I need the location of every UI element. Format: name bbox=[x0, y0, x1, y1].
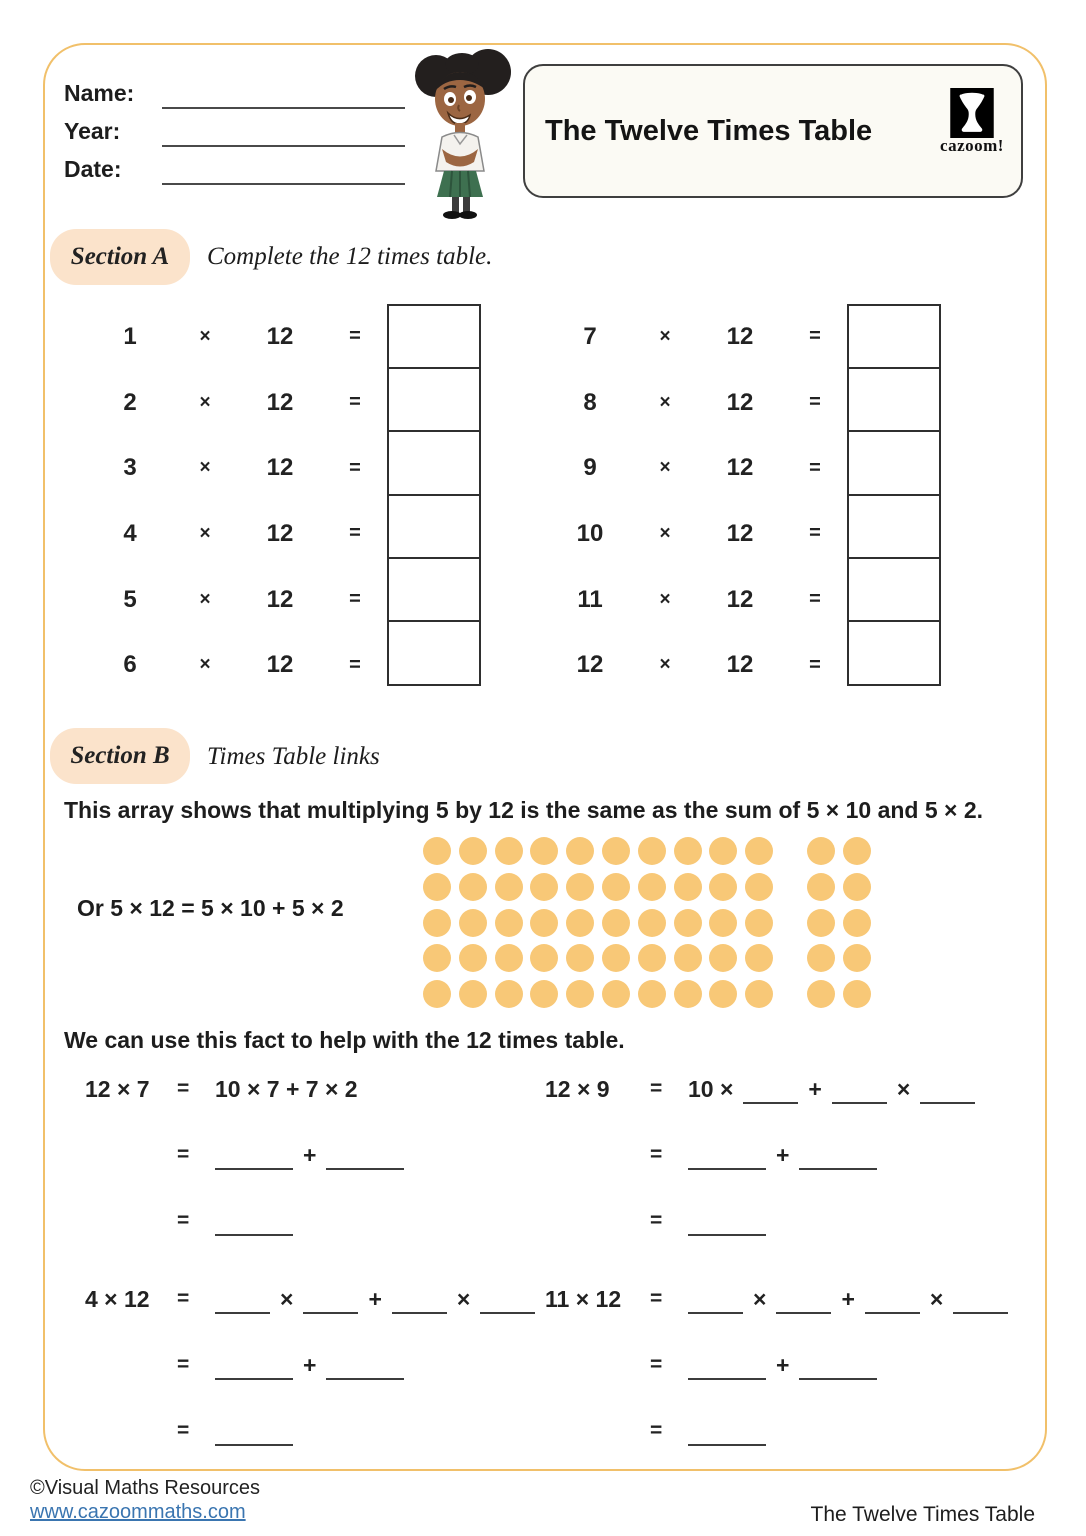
multiplier: 12 bbox=[266, 322, 294, 350]
array-dot bbox=[495, 980, 523, 1008]
equation-text: × bbox=[280, 1285, 294, 1312]
array-dot bbox=[566, 873, 594, 901]
array-dot bbox=[423, 837, 451, 865]
array-dot bbox=[495, 944, 523, 972]
equation-content bbox=[215, 1286, 535, 1313]
equals-symbol: = bbox=[349, 588, 361, 611]
equation-row bbox=[545, 1332, 1015, 1398]
times-symbol: × bbox=[199, 588, 211, 610]
dot-array-main bbox=[423, 837, 781, 1016]
array-dot bbox=[709, 944, 737, 972]
multiplier: 12 bbox=[726, 519, 754, 547]
date-label: Date: bbox=[64, 156, 122, 182]
array-dot bbox=[459, 944, 487, 972]
equation-row bbox=[545, 1266, 1015, 1332]
equation-row bbox=[545, 1398, 1015, 1464]
array-dot bbox=[566, 980, 594, 1008]
times-symbol: × bbox=[199, 391, 211, 413]
date-field-row bbox=[64, 147, 405, 185]
array-dot bbox=[602, 909, 630, 937]
multiplicand: 10 bbox=[576, 519, 604, 547]
equals-symbol: = bbox=[809, 391, 821, 414]
equals-symbol: = bbox=[809, 653, 821, 676]
array-dot bbox=[709, 980, 737, 1008]
equation-text: + bbox=[368, 1285, 382, 1312]
equals-symbol: = bbox=[177, 1143, 190, 1166]
multiplicand: 9 bbox=[583, 454, 597, 482]
array-dot bbox=[530, 944, 558, 972]
section-a-tab bbox=[50, 229, 190, 285]
array-dot bbox=[638, 944, 666, 972]
times-symbol: × bbox=[199, 325, 211, 347]
multiplier: 12 bbox=[266, 454, 294, 482]
equals-symbol: = bbox=[809, 325, 821, 348]
multiplier: 12 bbox=[266, 519, 294, 547]
array-dot bbox=[638, 980, 666, 1008]
answer-box-column bbox=[847, 304, 941, 686]
equation-text: + bbox=[808, 1075, 822, 1102]
array-intro-text: This array shows that multiplying 5 by 12 is the same as the sum of 5 × 10 and 5 × 2. bbox=[64, 797, 984, 823]
equals-symbol: = bbox=[177, 1209, 190, 1232]
times-table-row bbox=[85, 632, 385, 698]
array-dot bbox=[423, 909, 451, 937]
equation-text: + bbox=[776, 1351, 790, 1378]
array-dot bbox=[807, 980, 835, 1008]
answer-box[interactable] bbox=[387, 557, 481, 623]
array-dot bbox=[602, 944, 630, 972]
answer-blank[interactable] bbox=[743, 1092, 798, 1104]
array-dot bbox=[807, 944, 835, 972]
multiplier: 12 bbox=[266, 388, 294, 416]
array-dot bbox=[745, 944, 773, 972]
cazoom-logo bbox=[933, 88, 1011, 156]
array-dot bbox=[423, 873, 451, 901]
footer-worksheet-title: The Twelve Times Table bbox=[810, 1503, 1035, 1526]
equation-content bbox=[688, 1286, 1008, 1313]
array-dot bbox=[566, 837, 594, 865]
answer-box[interactable] bbox=[387, 430, 481, 496]
equation-content bbox=[688, 1352, 877, 1379]
array-dot bbox=[674, 944, 702, 972]
answer-box[interactable] bbox=[387, 367, 481, 433]
array-dot bbox=[602, 980, 630, 1008]
array-dot bbox=[530, 909, 558, 937]
answer-box-column bbox=[387, 304, 481, 686]
array-dot bbox=[807, 837, 835, 865]
times-table-row bbox=[85, 304, 385, 370]
multiplicand: 3 bbox=[123, 454, 137, 482]
array-dot bbox=[843, 980, 871, 1008]
times-table-row bbox=[85, 370, 385, 436]
array-dot bbox=[459, 873, 487, 901]
array-dot bbox=[423, 980, 451, 1008]
equation-lhs: 12 × 7 bbox=[85, 1075, 150, 1102]
array-dot bbox=[495, 873, 523, 901]
dot-array-extra bbox=[807, 837, 879, 1016]
answer-blank[interactable] bbox=[688, 1434, 766, 1446]
multiplier: 12 bbox=[726, 585, 754, 613]
multiplier: 12 bbox=[726, 454, 754, 482]
section-a-instruction: Complete the 12 times table. bbox=[207, 243, 493, 270]
name-label: Name: bbox=[64, 80, 135, 106]
equation-text: × bbox=[929, 1285, 944, 1312]
year-field-row bbox=[64, 109, 405, 147]
array-dot bbox=[674, 980, 702, 1008]
equation-text: + bbox=[303, 1141, 317, 1168]
multiplicand: 7 bbox=[583, 322, 597, 350]
equals-symbol: = bbox=[650, 1077, 663, 1100]
array-dot bbox=[843, 873, 871, 901]
section-a-label: Section A bbox=[70, 243, 170, 270]
equation-text: + bbox=[776, 1141, 790, 1168]
answer-blank[interactable] bbox=[326, 1368, 404, 1380]
equation-content bbox=[215, 1352, 404, 1379]
times-table-column-left bbox=[85, 304, 485, 698]
equation-content bbox=[688, 1142, 877, 1169]
equals-symbol: = bbox=[349, 456, 361, 479]
answer-box[interactable] bbox=[387, 304, 481, 370]
answer-blank[interactable] bbox=[688, 1302, 743, 1314]
array-dot bbox=[745, 980, 773, 1008]
answer-blank[interactable] bbox=[688, 1224, 766, 1236]
times-table-row bbox=[545, 304, 845, 370]
answer-blank[interactable] bbox=[392, 1302, 447, 1314]
array-dot bbox=[638, 909, 666, 937]
problem-12x9 bbox=[545, 1056, 1015, 1254]
array-dot bbox=[459, 909, 487, 937]
times-table-column-right bbox=[545, 304, 945, 698]
array-dot bbox=[566, 944, 594, 972]
array-dot bbox=[638, 873, 666, 901]
equals-symbol: = bbox=[809, 522, 821, 545]
equation-row bbox=[85, 1056, 555, 1122]
equals-symbol: = bbox=[177, 1287, 190, 1310]
answer-blank[interactable] bbox=[799, 1368, 877, 1380]
times-table-row bbox=[545, 435, 845, 501]
equation-content bbox=[215, 1215, 293, 1227]
equation-row bbox=[85, 1398, 555, 1464]
multiplicand: 11 bbox=[577, 585, 603, 613]
equation-text: 10 × bbox=[688, 1075, 734, 1102]
equation-text: × bbox=[456, 1285, 471, 1312]
equals-symbol: = bbox=[349, 325, 361, 348]
equals-symbol: = bbox=[650, 1419, 663, 1442]
times-table-rows bbox=[545, 304, 845, 698]
equals-symbol: = bbox=[650, 1353, 663, 1376]
answer-blank[interactable] bbox=[688, 1158, 766, 1170]
times-symbol: × bbox=[199, 457, 211, 479]
multiplier: 12 bbox=[726, 388, 754, 416]
equation-content bbox=[688, 1425, 766, 1437]
name-input-line[interactable] bbox=[162, 81, 405, 109]
times-table-row bbox=[545, 370, 845, 436]
array-dot bbox=[843, 909, 871, 937]
multiplier: 12 bbox=[266, 651, 294, 679]
section-b-tab bbox=[50, 728, 190, 784]
answer-box[interactable] bbox=[847, 367, 941, 433]
answer-box[interactable] bbox=[387, 494, 481, 560]
times-symbol: × bbox=[659, 391, 671, 413]
section-b-label: Section B bbox=[70, 742, 170, 769]
equation-lhs: 11 × 12 bbox=[545, 1285, 622, 1312]
answer-blank[interactable] bbox=[215, 1158, 293, 1170]
array-dot bbox=[709, 909, 737, 937]
equation-text: 10 × 7 + 7 × 2 bbox=[215, 1075, 358, 1102]
equation-text: × bbox=[896, 1075, 911, 1102]
array-dot bbox=[807, 909, 835, 937]
answer-box[interactable] bbox=[387, 620, 481, 686]
array-dot bbox=[566, 909, 594, 937]
array-dot bbox=[709, 873, 737, 901]
answer-blank[interactable] bbox=[688, 1368, 766, 1380]
equation-text: × bbox=[753, 1285, 767, 1312]
logo-text: cazoom! bbox=[940, 136, 1004, 155]
array-dot bbox=[495, 909, 523, 937]
answer-blank[interactable] bbox=[920, 1092, 975, 1104]
answer-blank[interactable] bbox=[215, 1434, 293, 1446]
array-dot bbox=[602, 837, 630, 865]
times-table-row bbox=[85, 501, 385, 567]
multiplier: 12 bbox=[726, 651, 754, 679]
array-dot bbox=[530, 873, 558, 901]
schoolgirl-illustration bbox=[402, 49, 522, 221]
array-dot bbox=[530, 980, 558, 1008]
array-dot bbox=[459, 837, 487, 865]
equals-symbol: = bbox=[650, 1143, 663, 1166]
times-table-row bbox=[545, 501, 845, 567]
array-dot bbox=[745, 837, 773, 865]
name-field-row bbox=[64, 71, 405, 109]
answer-blank[interactable] bbox=[799, 1158, 877, 1170]
multiplicand: 2 bbox=[123, 388, 137, 416]
fact-text: We can use this fact to help with the 12 times table. bbox=[64, 1027, 625, 1053]
equation-content bbox=[215, 1076, 358, 1103]
equals-symbol: = bbox=[650, 1209, 663, 1232]
answer-box[interactable] bbox=[847, 304, 941, 370]
problem-4x12 bbox=[85, 1266, 555, 1464]
array-dot bbox=[459, 980, 487, 1008]
equals-symbol: = bbox=[809, 456, 821, 479]
array-dot bbox=[638, 837, 666, 865]
equals-symbol: = bbox=[349, 522, 361, 545]
multiplicand: 6 bbox=[123, 651, 137, 679]
answer-blank[interactable] bbox=[832, 1092, 887, 1104]
equation-content bbox=[215, 1425, 293, 1437]
multiplicand: 12 bbox=[576, 651, 604, 679]
array-dot bbox=[674, 873, 702, 901]
answer-blank[interactable] bbox=[865, 1302, 920, 1314]
answer-blank[interactable] bbox=[303, 1302, 358, 1314]
title-box bbox=[523, 64, 1023, 198]
answer-blank[interactable] bbox=[215, 1368, 293, 1380]
equation-lhs: 4 × 12 bbox=[85, 1285, 150, 1312]
problem-11x12 bbox=[545, 1266, 1015, 1464]
equation-row bbox=[85, 1332, 555, 1398]
answer-box[interactable] bbox=[847, 557, 941, 623]
answer-box[interactable] bbox=[847, 430, 941, 496]
times-symbol: × bbox=[659, 654, 671, 676]
schoolgirl-svg bbox=[402, 49, 522, 221]
array-dot bbox=[530, 837, 558, 865]
worksheet-sheet bbox=[43, 43, 1047, 1471]
array-dot bbox=[602, 873, 630, 901]
times-symbol: × bbox=[199, 522, 211, 544]
answer-box[interactable] bbox=[847, 494, 941, 560]
multiplier: 12 bbox=[266, 585, 294, 613]
equation-row bbox=[545, 1056, 1015, 1122]
equals-symbol: = bbox=[177, 1353, 190, 1376]
array-dot bbox=[674, 909, 702, 937]
equation-row bbox=[85, 1188, 555, 1254]
multiplicand: 1 bbox=[123, 322, 137, 350]
times-symbol: × bbox=[659, 522, 671, 544]
array-dot bbox=[807, 873, 835, 901]
equals-symbol: = bbox=[650, 1287, 663, 1310]
equals-symbol: = bbox=[349, 653, 361, 676]
answer-blank[interactable] bbox=[215, 1224, 293, 1236]
equation-lhs: 12 × 9 bbox=[545, 1075, 610, 1102]
array-dot bbox=[674, 837, 702, 865]
multiplicand: 5 bbox=[123, 585, 137, 613]
equation-content bbox=[688, 1076, 975, 1103]
equation-row bbox=[545, 1188, 1015, 1254]
section-b-instruction: Times Table links bbox=[207, 743, 380, 770]
multiplier: 12 bbox=[726, 322, 754, 350]
student-info-fields bbox=[64, 71, 405, 185]
times-table-rows bbox=[85, 304, 385, 698]
array-dot bbox=[843, 944, 871, 972]
equation-row bbox=[85, 1122, 555, 1188]
array-dot bbox=[423, 944, 451, 972]
answer-blank[interactable] bbox=[480, 1302, 535, 1314]
array-dot bbox=[709, 837, 737, 865]
answer-blank[interactable] bbox=[953, 1302, 1008, 1314]
footer-copyright: ©Visual Maths Resources bbox=[30, 1477, 261, 1499]
year-input-line[interactable] bbox=[162, 119, 405, 147]
problem-12x7 bbox=[85, 1056, 555, 1254]
equation-row bbox=[85, 1266, 555, 1332]
equals-symbol: = bbox=[177, 1419, 190, 1442]
array-dot bbox=[745, 873, 773, 901]
page-title: The Twelve Times Table bbox=[545, 114, 873, 147]
times-symbol: × bbox=[659, 588, 671, 610]
answer-blank[interactable] bbox=[326, 1158, 404, 1170]
times-symbol: × bbox=[659, 325, 671, 347]
answer-box[interactable] bbox=[847, 620, 941, 686]
multiplicand: 8 bbox=[583, 388, 597, 416]
equation-content bbox=[215, 1142, 404, 1169]
times-table-row bbox=[85, 567, 385, 633]
times-table-row bbox=[85, 435, 385, 501]
times-table-row bbox=[545, 567, 845, 633]
equation-text: + bbox=[303, 1351, 317, 1378]
or-equation-text: Or 5 × 12 = 5 × 10 + 5 × 2 bbox=[77, 895, 344, 921]
array-dot bbox=[495, 837, 523, 865]
drum-icon bbox=[949, 88, 995, 138]
times-table-row bbox=[545, 632, 845, 698]
equals-symbol: = bbox=[349, 391, 361, 414]
equation-row bbox=[545, 1122, 1015, 1188]
times-symbol: × bbox=[199, 654, 211, 676]
times-symbol: × bbox=[659, 457, 671, 479]
equation-text: + bbox=[841, 1285, 855, 1312]
answer-blank[interactable] bbox=[215, 1302, 270, 1314]
year-label: Year: bbox=[64, 118, 121, 144]
equals-symbol: = bbox=[809, 588, 821, 611]
equals-symbol: = bbox=[177, 1077, 190, 1100]
array-dot bbox=[745, 909, 773, 937]
footer-link[interactable]: www.cazoommaths.com bbox=[30, 1501, 246, 1523]
equation-content bbox=[688, 1215, 766, 1227]
multiplicand: 4 bbox=[123, 519, 137, 547]
date-input-line[interactable] bbox=[162, 157, 405, 185]
answer-blank[interactable] bbox=[776, 1302, 831, 1314]
array-dot bbox=[843, 837, 871, 865]
